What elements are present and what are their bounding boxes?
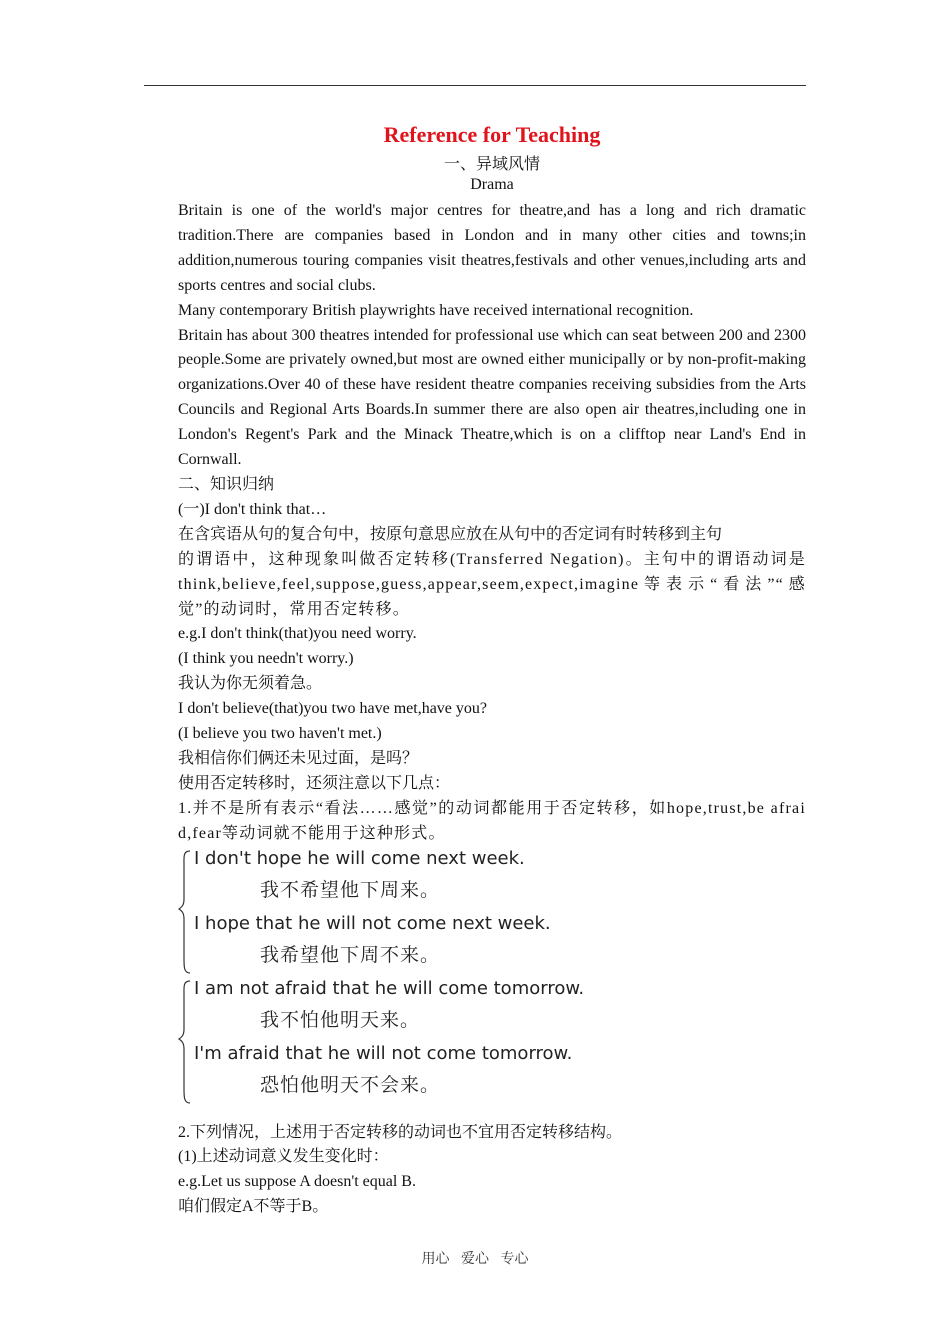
example-line: (I believe you two haven't met.) bbox=[178, 725, 382, 743]
paragraph-intro: Britain is one of the world's major centres for theatre,and has a long and rich dramatic tradition.There are companies based in London and in many other cities and towns;in addition,numerous touring companies visit theatres,festivals and other venues,including arts and sports centres and social clubs. bbox=[178, 202, 806, 294]
subtitle-drama: Drama bbox=[470, 176, 514, 193]
point-2-sub: (1)上述动词意义发生变化时： bbox=[178, 1148, 389, 1166]
point-1: 1.并不是所有表示“看法……感觉”的动词都能用于否定转移，如hope,trust,be afraid,fear等动词就不能用于这种形式。 bbox=[178, 799, 806, 842]
example-line: (I think you needn't worry.) bbox=[178, 650, 354, 668]
example-line: 我认为你无须着急。 bbox=[178, 675, 323, 693]
explanation-text: 的谓语中，这种现象叫做否定转移(Transferred Negation)。主句中的谓语动词是think,believe,feel,suppose,guess,appear,seem,expect,imagine等表示“看法”“感觉”的动词时，常用否定转移。 bbox=[178, 550, 806, 618]
paragraph-playwrights: Many contemporary British playwrights have received international recognition. bbox=[178, 301, 694, 319]
example-translation: 我希望他下周不来。 bbox=[260, 943, 441, 966]
page-footer: 用心 爱心 专心 bbox=[421, 1252, 529, 1267]
point-2: 2.下列情况，上述用于否定转移的动词也不宜用否定转移结构。 bbox=[178, 1123, 623, 1141]
explanation-line-1: 在含宾语从句的复合句中，按原句意思应放在从句中的否定词有时转移到主句 bbox=[178, 525, 723, 543]
example-line: 我相信你们俩还未见过面，是吗？ bbox=[178, 749, 419, 767]
body-content bbox=[178, 199, 806, 1220]
page-title: Reference for Teaching bbox=[383, 122, 601, 147]
example-translation: 我不希望他下周来。 bbox=[260, 878, 441, 901]
example-sentence: I'm afraid that he will not come tomorrow. bbox=[194, 1042, 573, 1064]
example-translation: 我不怕他明天来。 bbox=[260, 1008, 421, 1031]
example-sentence: I am not afraid that he will come tomorrow. bbox=[194, 977, 585, 999]
paragraph-theatres: Britain has about 300 theatres intended for professional use which can seat between 200 and 2300 people.Some are privately owned,but most are owned either municipally or by non-profit-making organizations.Over 40 of these have resident theatre companies receiving subsidies from the Arts Councils and Regional Arts Boards.In summer there are also open air theatres,including one in London's Regent's Park and the Minack Theatre,which is on a clifftop near Land's End in Cornwall. bbox=[178, 326, 806, 469]
example-line: I don't believe(that)you two have met,have you? bbox=[178, 700, 487, 718]
header-rule bbox=[144, 85, 806, 86]
brace-icon bbox=[178, 849, 192, 1107]
point-2-example: e.g.Let us suppose A doesn't equal B. bbox=[178, 1173, 416, 1191]
example-sentence: I don't hope he will come next week. bbox=[194, 847, 525, 869]
example-sentence: I hope that he will not come next week. bbox=[194, 912, 551, 934]
point-2-translation: 咱们假定A不等于B。 bbox=[178, 1198, 329, 1216]
example-translation: 恐怕他明天不会来。 bbox=[260, 1073, 441, 1096]
section-heading-1: 一、异域风情 bbox=[443, 156, 540, 173]
example-line: 使用否定转移时，还须注意以下几点： bbox=[178, 774, 451, 792]
section-heading-2: 二、知识归纳 bbox=[178, 475, 275, 493]
subheading-1: (一)I don't think that… bbox=[178, 500, 327, 518]
example-image bbox=[178, 849, 806, 1107]
example-line: e.g.I don't think(that)you need worry. bbox=[178, 625, 417, 643]
